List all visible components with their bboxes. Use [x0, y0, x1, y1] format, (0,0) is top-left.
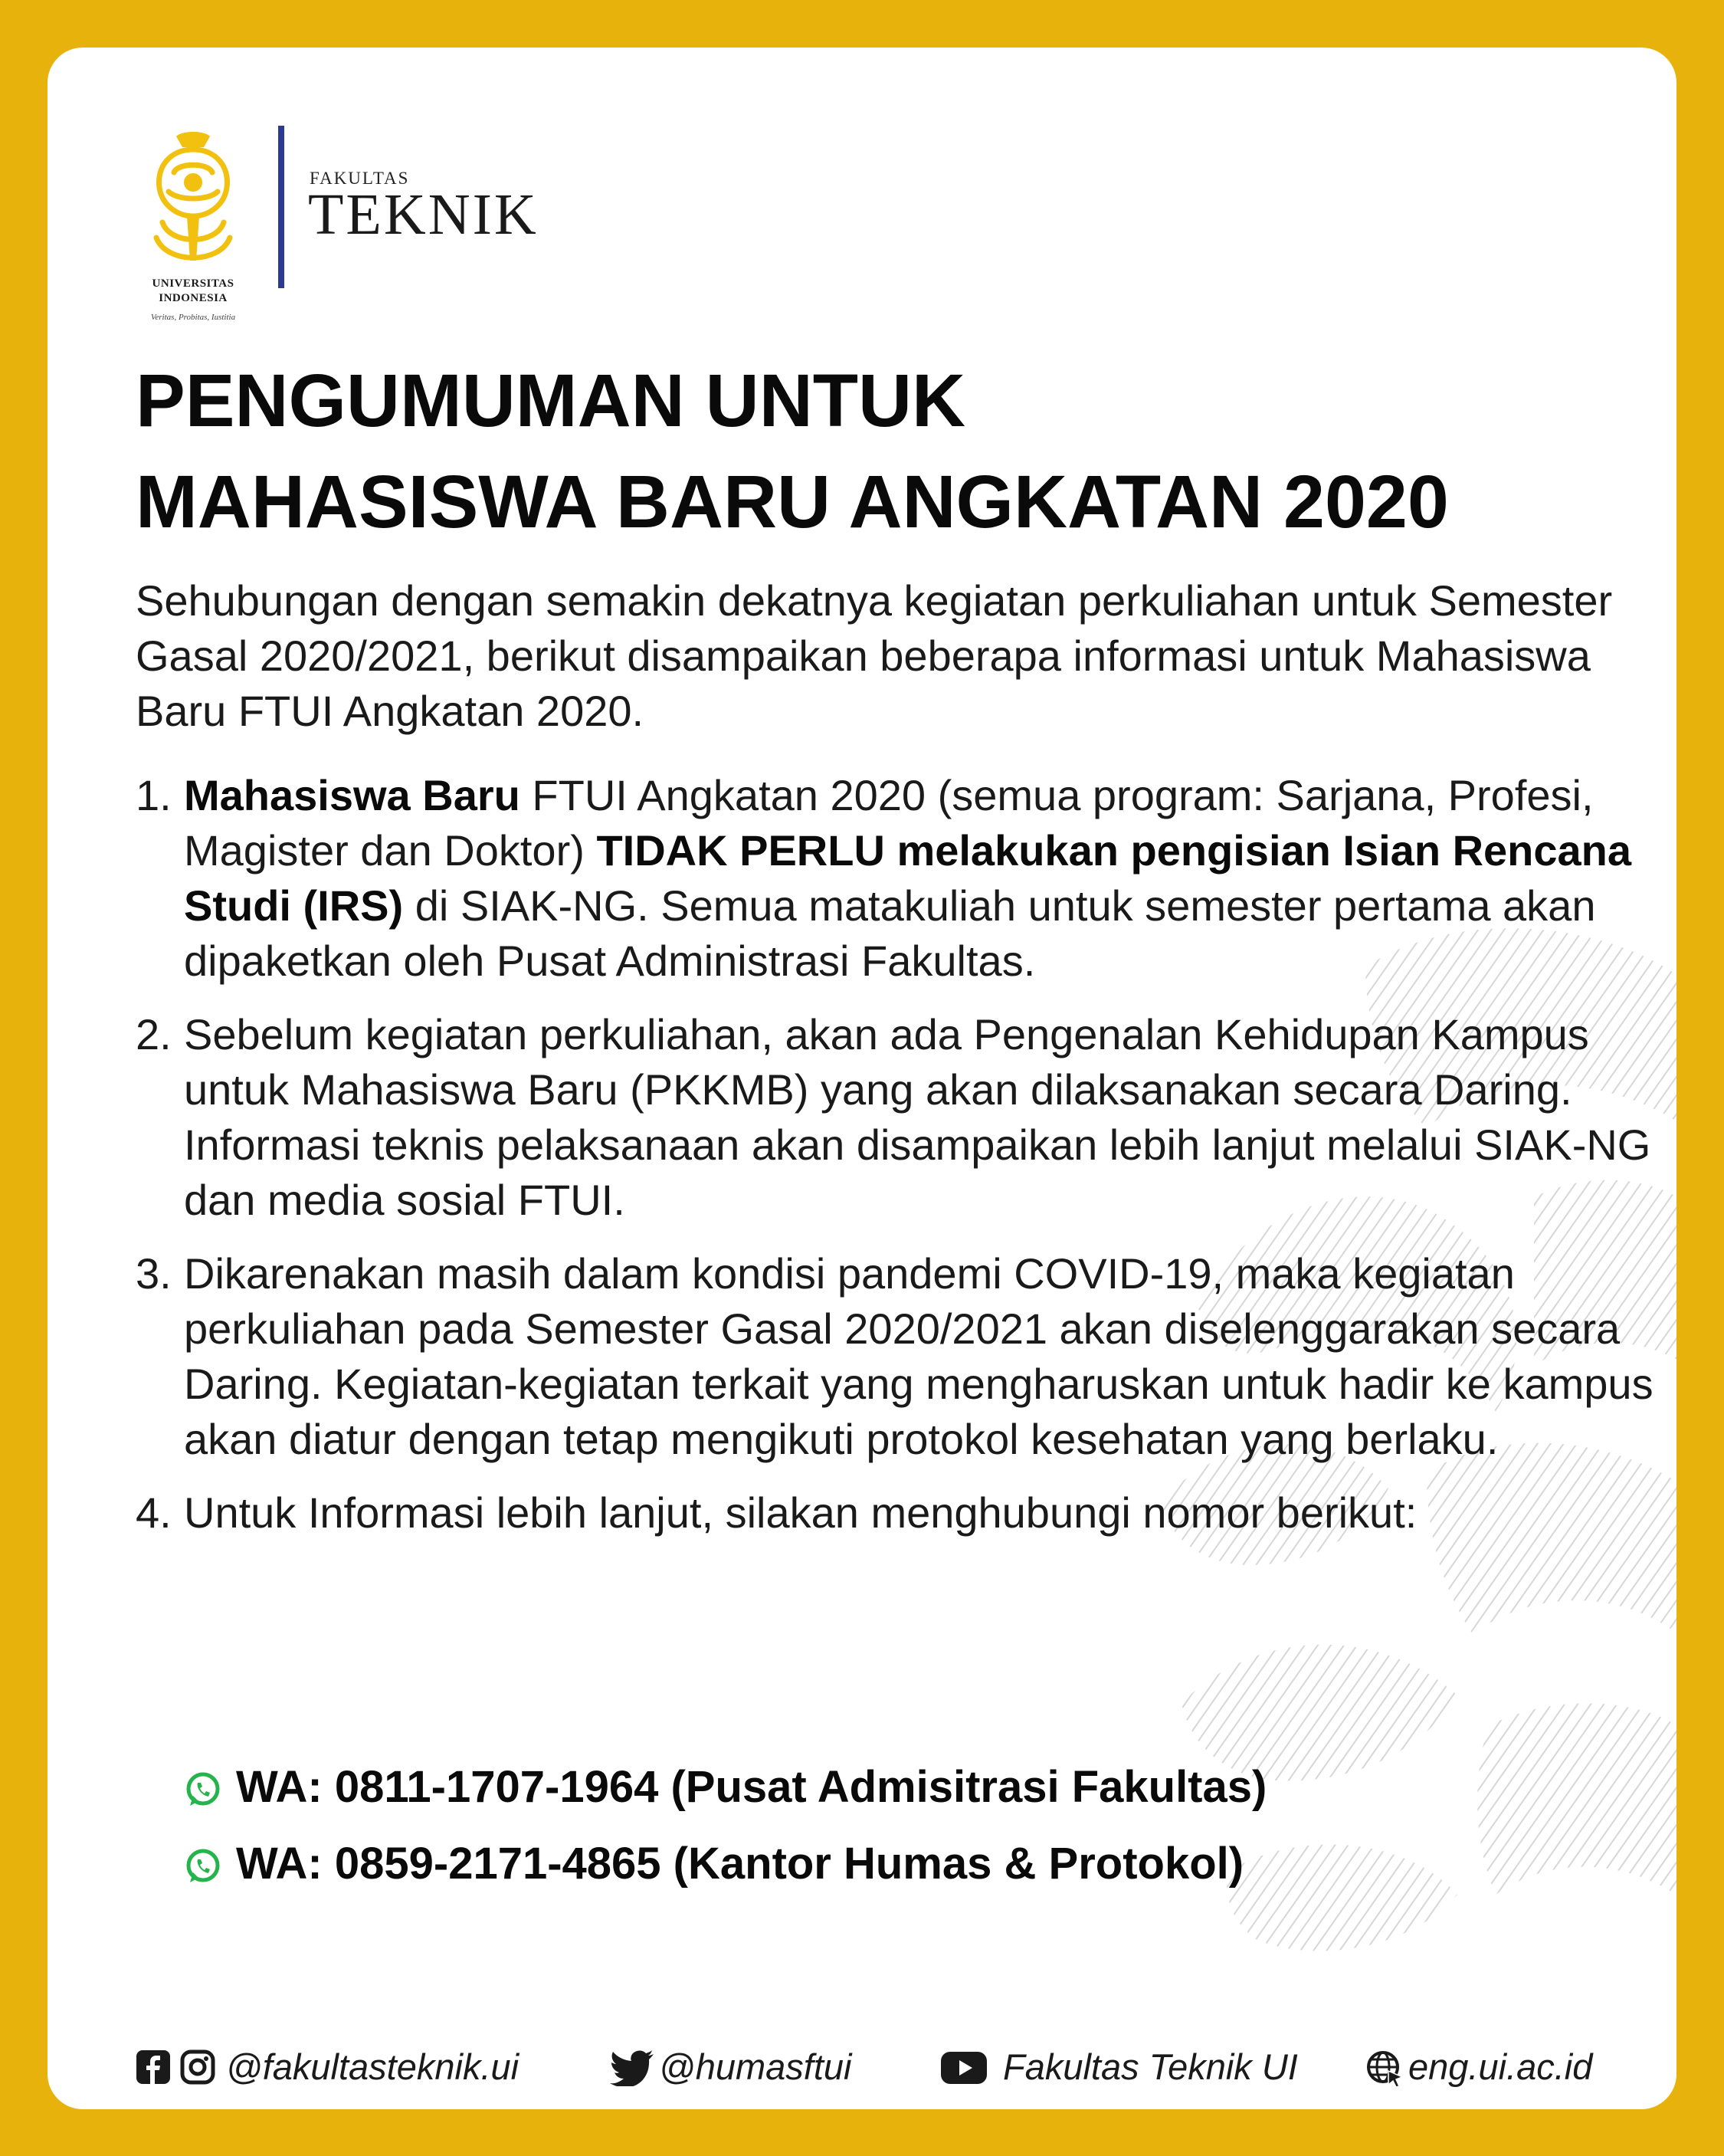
twitter-handle: @humasftui: [659, 2046, 852, 2087]
logo-divider: [278, 126, 284, 288]
intro-paragraph: Sehubungan dengan semakin dekatnya kegiatan perkuliahan untuk Semester Gasal 2020/2021, berikut disampaikan beberapa informasi untuk Mahasiswa Baru FTUI Angkatan 2020.: [136, 576, 1613, 735]
instagram-icon: [180, 2049, 215, 2085]
list-number: 1.: [136, 771, 172, 819]
social-youtube[interactable]: [940, 2040, 1369, 2094]
whatsapp-icon: [184, 1770, 222, 1809]
faculty-label-big: TEKNIK: [308, 182, 539, 247]
item-text: di SIAK-NG. Semua matakuliah untuk semester pertama akan dipaketkan oleh Pusat Administrasi Fakultas.: [184, 881, 1596, 985]
university-name-line2: INDONESIA: [159, 292, 228, 304]
list-item: [136, 1007, 1660, 1228]
social-twitter[interactable]: [610, 2040, 932, 2094]
social-instagram[interactable]: [136, 2040, 595, 2094]
faculty-label-small: FAKULTAS: [310, 169, 410, 188]
list-item: [136, 768, 1660, 989]
makara-emblem-icon: [139, 130, 247, 276]
university-motto: Veritas, Probitas, Iustitia: [150, 313, 236, 322]
title-line-2: MAHASISWA BARU ANGKATAN 2020: [136, 460, 1449, 543]
item-text: Sebelum kegiatan perkuliahan, akan ada Pengenalan Kehidupan Kampus untuk Mahasiswa Baru (PKKMB) yang akan dilaksanakan secara Daring. Informasi teknis pelaksanaan akan disampaikan lebih lanjut melalui SIAK-NG dan media sosial FTUI.: [184, 1010, 1651, 1224]
globe-icon: [1365, 2049, 1404, 2088]
university-name-line1: UNIVERSITAS: [152, 277, 234, 290]
item-text: Untuk Informasi lebih lanjut, silakan menghubungi nomor berikut:: [184, 1488, 1418, 1537]
twitter-icon: [610, 2049, 654, 2086]
youtube-channel: Fakultas Teknik UI: [1003, 2046, 1298, 2087]
ui-logo: [139, 130, 247, 337]
page-title: [136, 350, 1449, 553]
list-number: 3.: [136, 1249, 172, 1298]
contact-text: WA: 0811-1707-1964 (Pusat Admisitrasi Fakultas): [236, 1762, 1267, 1812]
youtube-icon: [940, 2051, 988, 2085]
item-text: Dikarenakan masih dalam kondisi pandemi COVID-19, maka kegiatan perkuliahan pada Semester Gasal 2020/2021 akan diselenggarakan secara Daring. Kegiatan-kegiatan terkait yang mengharuskan untuk hadir ke kampus akan diatur dengan tetap mengikuti protokol kesehatan yang berlaku.: [184, 1249, 1654, 1463]
facebook-icon: [136, 2049, 171, 2085]
contact-text: WA: 0859-2171-4865 (Kantor Humas & Protokol): [236, 1839, 1244, 1889]
title-line-1: PENGUMUMAN UNTUK: [136, 359, 966, 442]
item-bold-text: TIDAK PERLU melakukan pengisian Isian Rencana Studi (IRS): [184, 826, 1632, 930]
list-number: 2.: [136, 1010, 172, 1058]
social-website[interactable]: [1365, 2040, 1641, 2094]
list-item: [136, 1485, 1660, 1541]
website-url: eng.ui.ac.id: [1408, 2046, 1593, 2087]
list-item: [136, 1246, 1660, 1467]
announcement-list: [136, 768, 1660, 1541]
announcement-card: [48, 48, 1676, 2109]
list-number: 4.: [136, 1488, 172, 1537]
instagram-handle: @fakultasteknik.ui: [226, 2046, 519, 2087]
item-bold-text: Mahasiswa Baru: [184, 771, 520, 819]
item-text: FTUI Angkatan 2020 (semua program: Sarjana, Profesi, Magister dan Doktor): [184, 771, 1594, 875]
whatsapp-icon: [184, 1847, 222, 1885]
social-footer: [48, 2040, 1676, 2094]
